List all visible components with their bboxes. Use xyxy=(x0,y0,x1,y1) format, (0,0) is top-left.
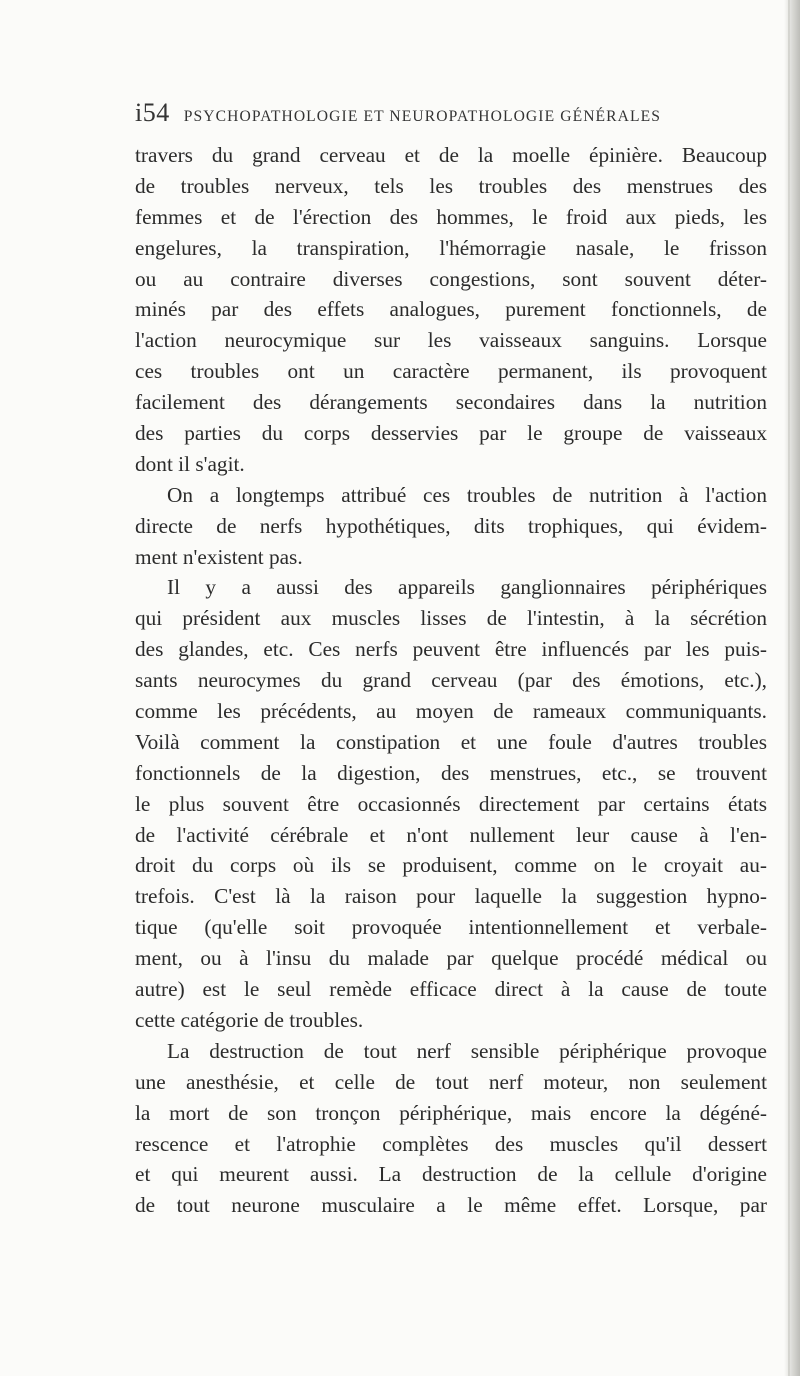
text-line: On a longtemps attribué ces troubles de nutrition à l'action xyxy=(167,482,767,507)
text-line: de troubles nerveux, tels les troubles des menstrues des xyxy=(135,173,767,198)
text-line: minés par des effets analogues, purement fonctionnels, de xyxy=(135,297,767,322)
text-line: femmes et de l'érection des hommes, le froid aux pieds, les xyxy=(135,204,767,229)
body-text xyxy=(135,140,767,1221)
text-line: rescence et l'atrophie complètes des muscles qu'il dessert xyxy=(135,1131,767,1156)
text-line: dont il s'agit. xyxy=(135,451,245,476)
text-line: travers du grand cerveau et de la moelle épinière. Beaucoup xyxy=(135,143,767,167)
text-line: de tout neurone musculaire a le même effet. Lorsque, par xyxy=(135,1193,767,1218)
text-line: la mort de son tronçon périphérique, mais encore la dégéné- xyxy=(135,1100,767,1125)
text-line: l'action neurocymique sur les vaisseaux sanguins. Lorsque xyxy=(135,328,767,353)
text-line: des glandes, etc. Ces nerfs peuvent être influencés par les puis- xyxy=(135,637,767,662)
text-line: ment, ou à l'insu du malade par quelque procédé médical ou xyxy=(135,946,767,971)
page-number: i54 xyxy=(135,98,170,127)
text-line: fonctionnels de la digestion, des menstrues, etc., se trouvent xyxy=(135,760,767,785)
text-line: cette catégorie de troubles. xyxy=(135,1007,364,1032)
page-header xyxy=(135,98,755,127)
text-line: des parties du corps desservies par le groupe de vaisseaux xyxy=(135,421,767,446)
text-line: de l'activité cérébrale et n'ont nullement leur cause à l'en- xyxy=(135,822,767,847)
text-line: engelures, la transpiration, l'hémorragie nasale, le frisson xyxy=(135,235,767,260)
text-line: et qui meurent aussi. La destruction de la cellule d'origine xyxy=(135,1162,767,1187)
text-line: le plus souvent être occasionnés directement par certains états xyxy=(135,791,767,816)
text-line: ces troubles ont un caractère permanent, ils provoquent xyxy=(135,359,767,384)
text-line: droit du corps où ils se produisent, comme on le croyait au- xyxy=(135,853,767,878)
text-line: sants neurocymes du grand cerveau (par des émotions, etc.), xyxy=(135,668,767,693)
page-edge-shadow xyxy=(784,0,800,1376)
text-line: Voilà comment la constipation et une foule d'autres troubles xyxy=(135,729,767,754)
running-title: PSYCHOPATHOLOGIE ET NEUROPATHOLOGIE GÉNÉRALES xyxy=(183,108,662,125)
text-line: facilement des dérangements secondaires dans la nutrition xyxy=(135,390,767,415)
text-line: directe de nerfs hypothétiques, dits trophiques, qui évidem- xyxy=(135,513,767,538)
text-line: ment n'existent pas. xyxy=(135,544,303,569)
text-line: comme les précédents, au moyen de rameaux communiquants. xyxy=(135,699,767,724)
text-line: La destruction de tout nerf sensible périphérique provoque xyxy=(167,1038,767,1063)
text-line: autre) est le seul remède efficace direct à la cause de toute xyxy=(135,977,767,1002)
text-line: qui président aux muscles lisses de l'intestin, à la sécrétion xyxy=(135,606,767,631)
text-line: une anesthésie, et celle de tout nerf moteur, non seulement xyxy=(135,1069,767,1094)
text-line: trefois. C'est là la raison pour laquelle la suggestion hypno- xyxy=(135,884,767,909)
text-line: ou au contraire diverses congestions, sont souvent déter- xyxy=(135,266,767,291)
text-line: Il y a aussi des appareils ganglionnaires périphériques xyxy=(167,575,767,600)
text-line: tique (qu'elle soit provoquée intentionnellement et verbale- xyxy=(135,915,767,940)
